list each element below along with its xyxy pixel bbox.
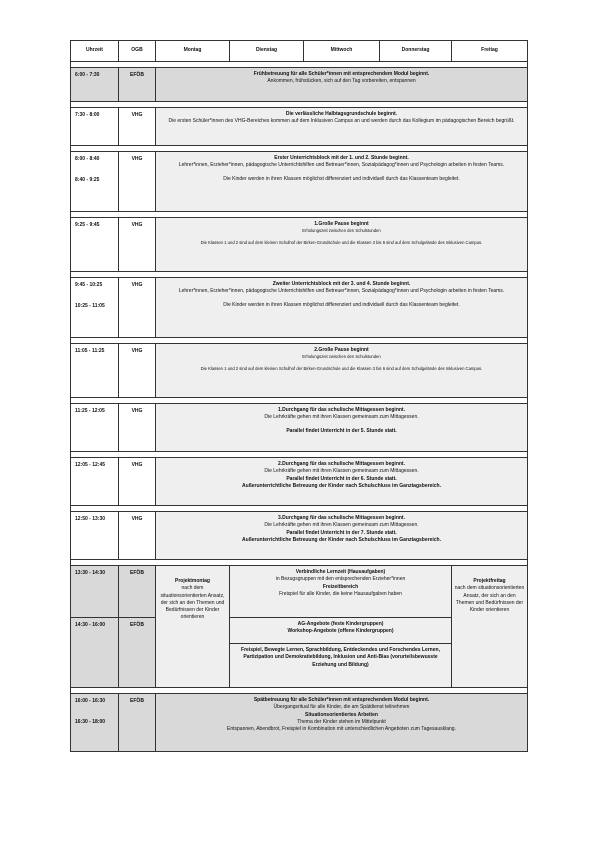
col-donnerstag: Donnerstag <box>380 41 452 62</box>
ogb-label: VHG <box>119 108 156 146</box>
schedule-table <box>70 40 528 752</box>
time-label: 13:30 - 14:30 <box>75 570 106 576</box>
row-text: Die Lehrkräfte gehen mit ihren Klassen gemeinsam zum Mittagessen. <box>264 414 419 421</box>
time-label: 10:25 - 11:05 <box>75 303 105 310</box>
row-title: 2.Große Pause beginnt <box>314 347 369 353</box>
row-content <box>156 278 528 338</box>
row-content <box>156 694 528 752</box>
schedule-row <box>71 404 528 452</box>
col-uhrzeit: Uhrzeit <box>71 41 119 62</box>
ogb-label: VHG <box>119 152 156 212</box>
time-label: 11:05 - 11:25 <box>75 348 105 354</box>
schedule-row <box>71 566 528 618</box>
header-row <box>71 41 528 62</box>
schedule-row <box>71 458 528 506</box>
row-title: Spätbetreuung für alle Schüler*innen mit entsprechendem Modul beginnt. <box>253 697 430 703</box>
projektfreitag-cell <box>452 566 528 688</box>
row-text: Die Kinder werden in ihren Klassen möglichst differenziert und individuell durch das Klassenteam begleitet. <box>223 301 460 308</box>
schedule-row <box>71 344 528 398</box>
row-content <box>156 404 528 452</box>
time-label: 8:00 - 8:40 <box>75 156 100 162</box>
schedule-row <box>71 152 528 212</box>
row-text: Die Lehrkräfte gehen mit ihren Klassen gemeinsam zum Mittagessen. <box>264 468 419 475</box>
time-label: 9:25 - 9:45 <box>75 222 100 228</box>
time-label: 7:30 - 8:00 <box>75 112 100 118</box>
col-freitag: Freitag <box>452 41 528 62</box>
row-content <box>156 512 528 560</box>
time-label: 11:25 - 12:05 <box>75 408 105 414</box>
time-label: 8:40 - 9:25 <box>75 177 100 184</box>
projektmontag-cell <box>156 566 230 688</box>
row-content <box>156 68 528 102</box>
row-text: Lehrer*innen, Erzieher*innen, pädagogische Unterrichtshilfen und Betreuer*innen, Sozialpädagog*innen und Psychologin arbeiten in festen Teams. <box>178 162 505 169</box>
lernzeit-text: in Bezugsgruppen mit den entsprechenden Erzieher*innen <box>275 576 406 583</box>
row-content <box>156 458 528 506</box>
row-text-bold: Parallel findet Unterricht in der 7. Stunde statt. <box>286 529 397 536</box>
row-title: 1.Durchgang für das schulische Mittagessen beginnt. <box>278 407 405 413</box>
schedule-row <box>71 218 528 272</box>
row-text: Übergangsritual für alle Kinder, die am Spätdienst teilnehmen <box>273 704 410 711</box>
projektmontag-title: Projektmontag <box>174 578 210 584</box>
freizeit-title: Freizeitbereich <box>322 583 359 590</box>
schedule-row <box>71 108 528 146</box>
ogb-label: VHG <box>119 218 156 272</box>
row-title: 2.Durchgang für das schulische Mittagessen beginnt. <box>278 461 405 467</box>
ag-angebote-cell <box>230 618 452 644</box>
freispiel-cell <box>230 644 452 688</box>
row-content <box>156 108 528 146</box>
time-label: 14:30 - 16:00 <box>75 622 106 628</box>
ogb-label: VHG <box>119 458 156 506</box>
row-title: Die verlässliche Halbtagsgrundschule beginnt. <box>285 111 398 117</box>
row-text: Erholungszeit zwischen den Schulstunden <box>302 354 381 360</box>
lernzeit-cell <box>230 566 452 618</box>
row-title: Zweiter Unterrichtsblock mit der 3. und 4. Stunde beginnt. <box>272 281 411 287</box>
schedule-row <box>71 694 528 752</box>
col-dienstag: Dienstag <box>230 41 304 62</box>
row-text: Lehrer*innen, Erzieher*innen, pädagogische Unterrichtshilfen und Betreuer*innen, Sozialpädagog*innen und Psychologin arbeiten in festen Teams. <box>178 288 505 295</box>
schedule-row <box>71 512 528 560</box>
row-text: Thema der Kinder stehen im Mittelpunkt <box>297 718 386 725</box>
ogb-label: EFÖB <box>119 694 156 752</box>
row-text: Erholungszeit zwischen den Schulstunden <box>302 228 381 234</box>
ogb-label: VHG <box>119 512 156 560</box>
time-label: 16:00 - 16:30 <box>75 698 106 704</box>
row-text: Die Kinder werden in ihren Klassen möglichst differenziert und individuell durch das Klassenteam begleitet. <box>223 175 460 182</box>
ogb-label: EFÖB <box>119 68 156 102</box>
projektfreitag-text: nach dem situationsorientierten Ansatz, der sich an den Themen und Bedürfnissen der Kinder orientieren <box>454 585 525 613</box>
row-text: Die Lehrkräfte gehen mit ihren Klassen gemeinsam zum Mittagessen. <box>264 522 419 529</box>
row-text: Die Klassen 1 und 2 sind auf dem kleinen Schulhof der Birken-Grundschule und die Klassen 3 bis 6 sind auf dem Schulgelände des Inklusiven Campus. <box>200 240 483 246</box>
time-label: 16:30 - 18:00 <box>75 719 106 726</box>
row-text: Entspannen, Abendbrot, Freispiel in Kombination mit unterschiedlichen Angeboten zum Tagesausklang. <box>227 726 456 732</box>
row-text: Die ersten Schüler*innen des VHG-Bereiches kommen auf dem Inklusiven Campus an und werden durch das Kollegium im pädagogischen Bereich begrüßt. <box>168 118 515 125</box>
projektmontag-text: nach dem situationsorientierten Ansatz, der sich an den Themen und Bedürfnissen der Kinder orientieren <box>160 585 225 621</box>
freispiel-text: Freispiel, Bewegte Lernen, Sprachbildung, Entdeckendes und Forschendes Lernen, Partizipation und Demokratiebildung, Inklusion und Anti-Bias (vorurteilsbewusste Erziehung und Bildung) <box>241 647 440 668</box>
time-label: 9:45 - 10:25 <box>75 282 103 288</box>
ogb-label: VHG <box>119 278 156 338</box>
row-content <box>156 152 528 212</box>
time-label: 6:00 - 7:30 <box>75 72 100 78</box>
schedule-row <box>71 278 528 338</box>
col-ogb: OGB <box>119 41 156 62</box>
row-text: Ankommen, frühstücken, sich auf den Tag vorbereiten, entspannen <box>267 78 416 85</box>
ogb-label: VHG <box>119 344 156 398</box>
time-label: 12:05 - 12:45 <box>75 462 106 468</box>
col-montag: Montag <box>156 41 230 62</box>
projektfreitag-title: Projektfreitag <box>473 578 506 584</box>
col-mittwoch: Mittwoch <box>304 41 380 62</box>
row-text-bold: Parallel findet Unterricht in der 5. Stunde statt. <box>286 427 397 434</box>
row-text: Die Klassen 1 und 2 sind auf dem kleinen Schulhof der Birken-Grundschule und die Klassen 3 bis 6 sind auf dem Schulgelände des Inklusiven Campus. <box>200 366 483 372</box>
row-text-bold: Außerunterrichtliche Betreuung der Kinder nach Schulschluss im Ganztagsbereich. <box>242 482 441 489</box>
freizeit-text: Freispiel für alle Kinder, die keine Hausaufgaben haben <box>279 590 402 597</box>
row-content <box>156 218 528 272</box>
lernzeit-title: Verbindliche Lernzeit (Hausaufgaben) <box>295 569 386 575</box>
row-title: Frühbetreuung für alle Schüler*innen mit entsprechendem Modul beginnt. <box>253 71 430 77</box>
row-subtitle: Situationsorientiertes Arbeiten <box>305 711 378 718</box>
ag-angebote-title: AG-Angebote (feste Kindergruppen) <box>297 621 384 627</box>
row-content <box>156 344 528 398</box>
row-title: 1.Große Pause beginnt <box>314 221 369 227</box>
ogb-label: EFÖB <box>119 566 156 618</box>
row-title: Erster Unterrichtsblock mit der 1. und 2. Stunde beginnt. <box>274 155 409 161</box>
schedule-row <box>71 68 528 102</box>
ogb-label: EFÖB <box>119 618 156 688</box>
row-title: 3.Durchgang für das schulische Mittagessen beginnt. <box>278 515 405 521</box>
time-label: 12:50 - 13:30 <box>75 516 106 522</box>
row-text-bold: Parallel findet Unterricht in der 6. Stunde statt. <box>286 475 397 482</box>
ogb-label: VHG <box>119 404 156 452</box>
workshop-title: Workshop-Angebote (offene Kindergruppen) <box>287 628 394 635</box>
row-text-bold: Außerunterrichtliche Betreuung der Kinder nach Schulschluss im Ganztagsbereich. <box>242 536 441 543</box>
